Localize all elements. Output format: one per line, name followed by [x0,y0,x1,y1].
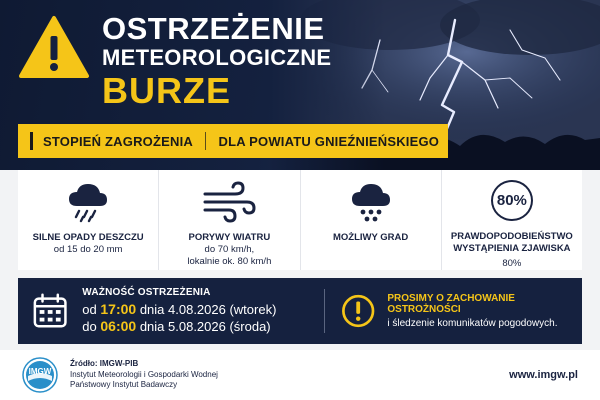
county-label: DLA POWIATU GNIEŹNIEŃSKIEGO [218,133,440,149]
card-wind-gusts [159,170,300,270]
level-tick [30,132,33,150]
source-label: Źródło: IMGW-PIB [70,359,139,369]
advice-text [387,293,582,329]
validity-from [82,301,302,318]
card-probability [442,170,582,270]
validity-panel [18,278,582,344]
from-time: 17:00 [100,301,137,317]
advice-heading: PROSIMY O ZACHOWANIE OSTROŻNOŚCI [387,293,515,315]
warning-triangle-icon [18,14,90,80]
footer [0,350,600,400]
card-hail [301,170,442,270]
card-subtitle: 80% [502,258,522,269]
hero-banner [0,0,600,170]
level-separator [205,132,207,150]
card-subtitle: do 70 km/h, [204,244,255,255]
card-title: SILNE OPADY DESZCZU [32,232,144,243]
advice-subtitle: i śledzenie komunikatów pogodowych. [387,318,558,329]
from-prefix: od [82,302,97,317]
threat-level-bar [18,124,448,158]
wind-icon [201,180,257,224]
card-subtitle-2: lokalnie ok. 80 km/h [187,256,272,267]
source-line-3: Państwowy Instytut Badawczy [70,380,178,390]
title-line-2: METEOROLOGICZNE [102,45,332,70]
title-hazard: BURZE [102,70,231,111]
card-title-2: WYSTĄPIENIA ZJAWISKA [453,243,571,254]
title-line-1: OSTRZEŻENIE [102,11,325,46]
website-link[interactable]: www.imgw.pl [509,369,578,381]
to-prefix: do [82,319,97,334]
to-time: 06:00 [100,318,137,334]
card-title: PORYWY WIATRU [188,232,271,243]
card-title: MOŻLIWY GRAD [332,232,409,243]
exclamation-circle-icon [341,293,375,329]
from-date: dnia 4.08.2026 (wtorek) [139,302,277,317]
threat-level-label: STOPIEŃ ZAGROŻENIA [43,133,193,149]
card-heavy-rain [18,170,159,270]
calendar-icon [32,292,68,330]
card-title: PRAWDOPODOBIEŃSTWO [450,231,573,242]
imgw-logo [22,357,58,393]
hazard-cards [18,170,582,270]
percent-circle-icon: 80% [491,180,533,221]
source-line-2: Instytut Meteorologii i Gospodarki Wodnej [70,369,218,379]
hail-cloud-icon [348,180,394,224]
card-subtitle: od 15 do 20 mm [53,244,123,255]
validity-divider [324,289,325,333]
validity-heading: WAŻNOŚĆ OSTRZEŻENIA [82,287,211,298]
validity-to [82,318,302,335]
validity-text [82,287,302,335]
rain-cloud-icon [65,180,111,224]
svg-text:IMGW: IMGW [28,367,52,376]
source-info [70,359,218,391]
to-date: dnia 5.08.2026 (środa) [139,319,271,334]
